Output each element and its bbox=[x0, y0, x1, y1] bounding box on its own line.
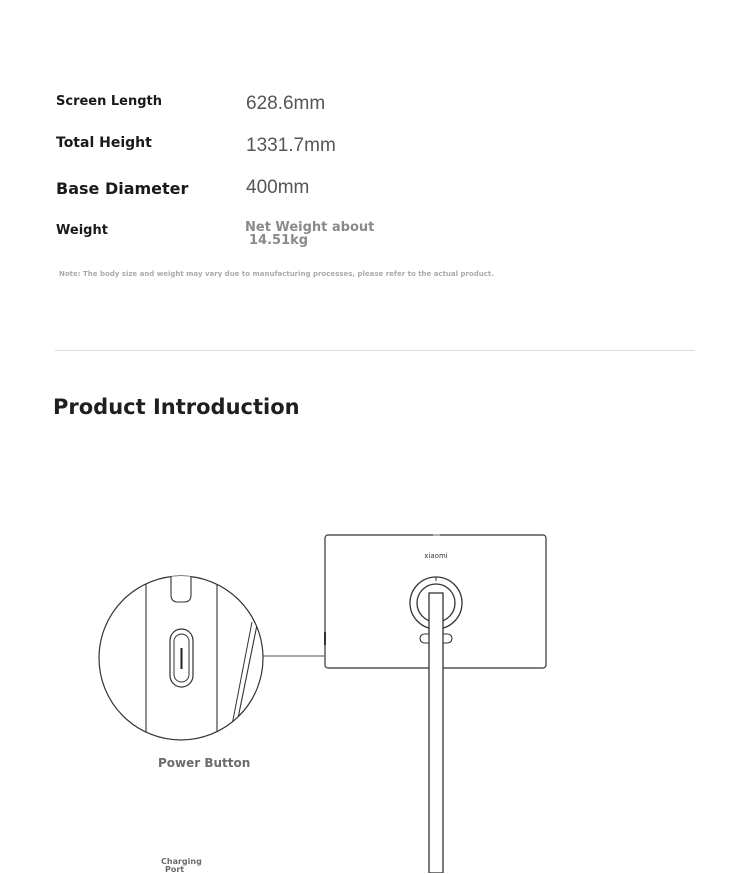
section-title: Product Introduction bbox=[53, 395, 300, 419]
spec-label-base-diameter: Base Diameter bbox=[56, 179, 189, 198]
brand-logo: xiaomi bbox=[424, 552, 448, 560]
spec-value-weight-line1: Net Weight about bbox=[245, 220, 375, 235]
zoom-top-notch bbox=[171, 570, 191, 602]
spec-value-total-height: 1331.7mm bbox=[246, 135, 336, 156]
disclaimer-note: Note: The body size and weight may vary due to manufacturing processes, please refer to the actual product. bbox=[59, 270, 494, 278]
spec-label-screen-length: Screen Length bbox=[56, 94, 163, 109]
stand-pole bbox=[429, 593, 443, 873]
spec-value-screen-length: 628.6mm bbox=[246, 93, 326, 114]
spec-label-total-height: Total Height bbox=[56, 135, 152, 151]
spec-label-weight: Weight bbox=[56, 223, 108, 238]
spec-value-base-diameter: 400mm bbox=[246, 177, 310, 198]
power-button-label: Power Button bbox=[158, 756, 251, 770]
charging-port-label-line2: Port bbox=[165, 865, 185, 874]
charging-port-label-line1: Charging bbox=[161, 857, 202, 866]
spec-value-weight-line2: 14.51kg bbox=[249, 233, 309, 248]
